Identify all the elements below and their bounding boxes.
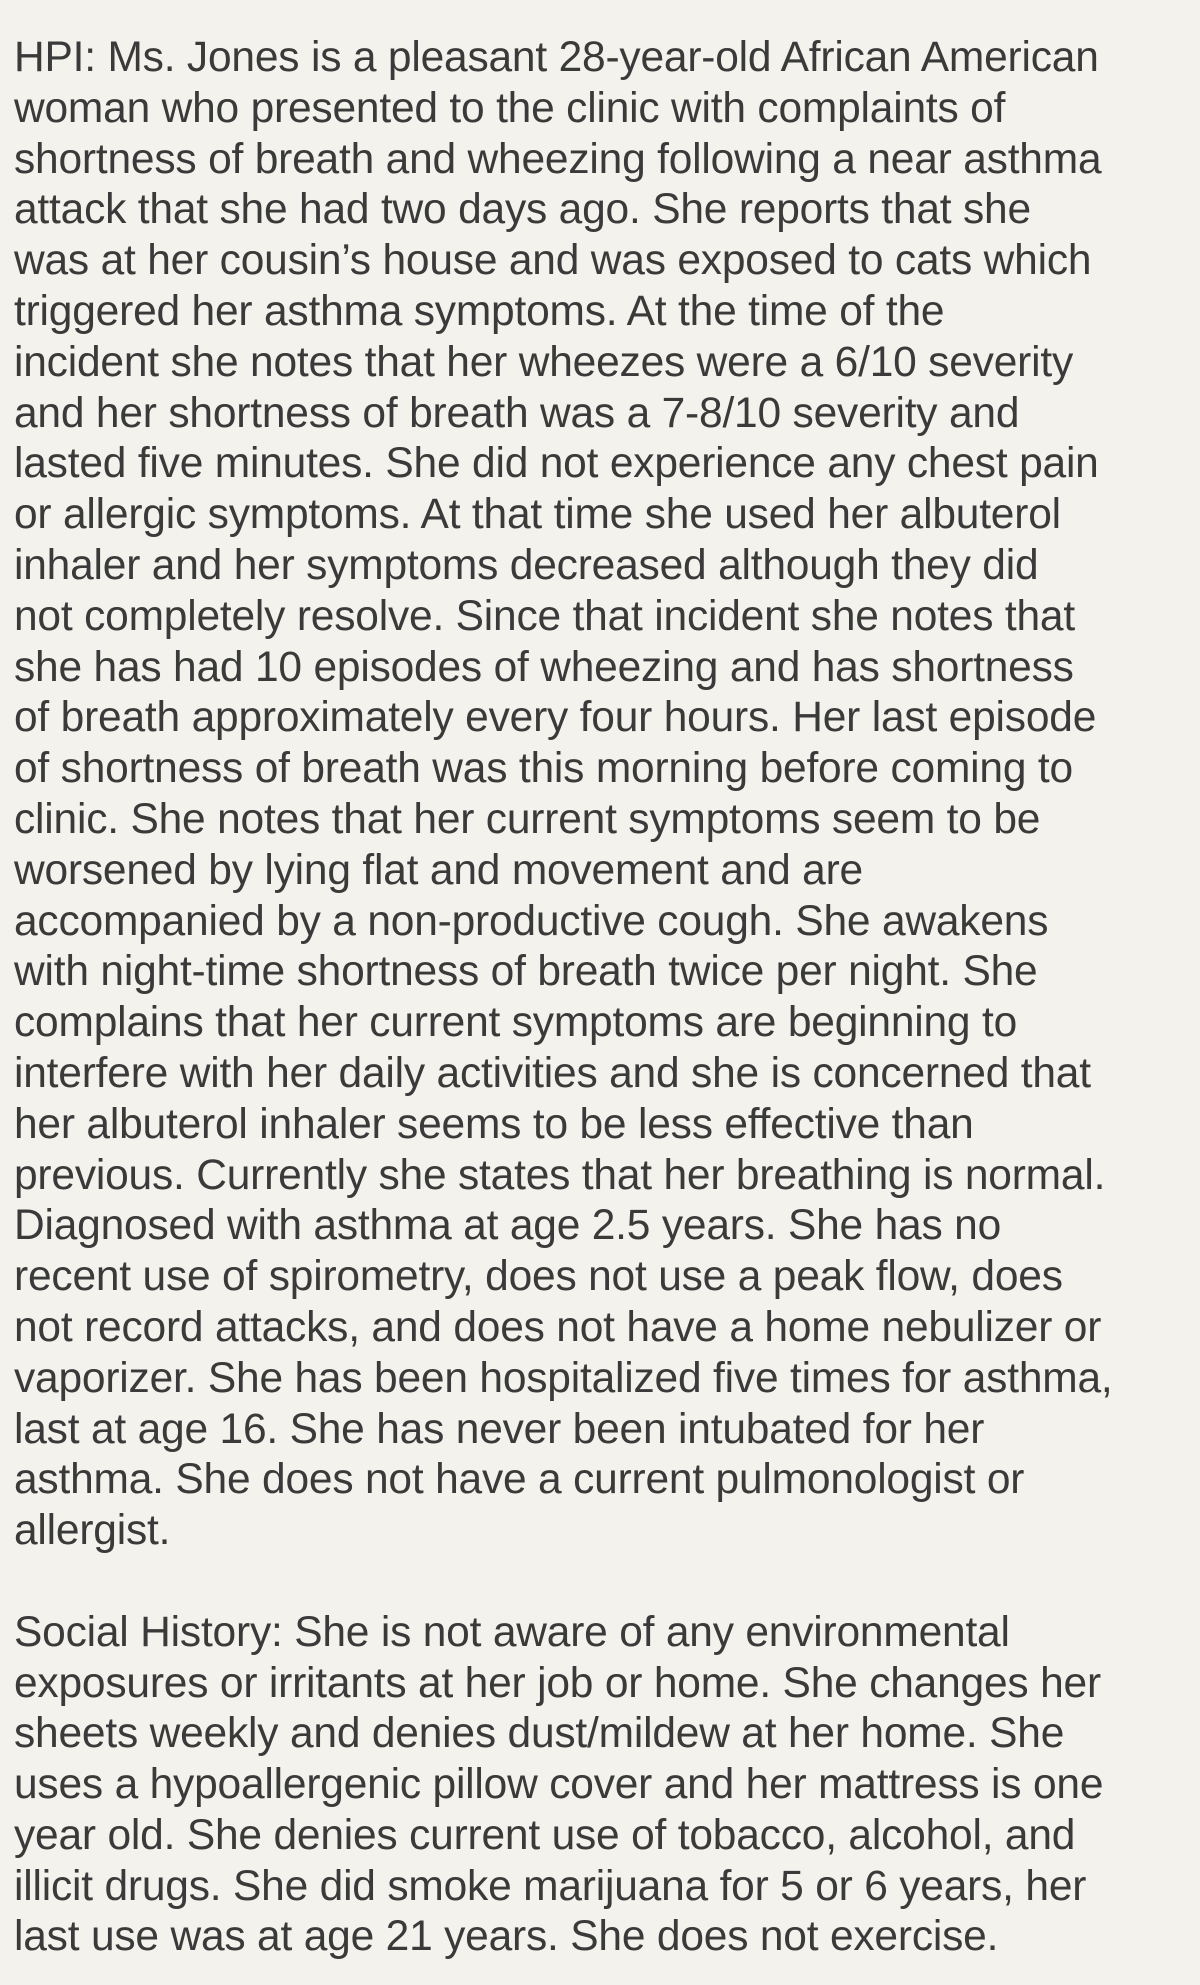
hpi-paragraph (14, 33, 1194, 1557)
hpi-line: HPI: Ms. Jones is a pleasant 28-year-old African American (14, 34, 1099, 81)
hpi-line: and her shortness of breath was a 7-8/10 severity and (14, 389, 1020, 437)
social-history-paragraph (14, 1608, 1194, 1964)
hpi-line: clinic. She notes that her current symptoms seem to be (14, 795, 1041, 843)
hpi-line: shortness of breath and wheezing following a near asthma (14, 135, 1102, 183)
hpi-line: of shortness of breath was this morning before coming to (14, 745, 1073, 793)
hpi-line: not completely resolve. Since that incident she notes that (14, 592, 1075, 640)
social-history-line: last use was at age 21 years. She does not exercise. (14, 1913, 999, 1961)
social-history-line: exposures or irritants at her job or home. She changes her (14, 1659, 1101, 1707)
hpi-line: accompanied by a non-productive cough. She awakens (14, 897, 1049, 945)
hpi-line: worsened by lying flat and movement and are (14, 846, 863, 894)
social-history-line: sheets weekly and denies dust/mildew at her home. She (14, 1710, 1065, 1758)
hpi-line: last at age 16. She has never been intubated for her (14, 1405, 985, 1453)
hpi-line: allergist. (14, 1507, 171, 1555)
hpi-line: complains that her current symptoms are beginning to (14, 999, 1018, 1047)
hpi-line: attack that she had two days ago. She reports that she (14, 186, 1031, 234)
hpi-line: was at her cousin’s house and was exposed to cats which (14, 237, 1092, 285)
hpi-line: or allergic symptoms. At that time she used her albuterol (14, 491, 1061, 539)
clinical-note (14, 33, 1194, 1963)
hpi-line: triggered her asthma symptoms. At the time of the (14, 287, 945, 335)
social-history-line: uses a hypoallergenic pillow cover and her mattress is one (14, 1761, 1104, 1809)
hpi-line: recent use of spirometry, does not use a peak flow, does (14, 1253, 1063, 1301)
hpi-line: incident she notes that her wheezes were a 6/10 severity (14, 338, 1073, 386)
social-history-line: illicit drugs. She did smoke marijuana for 5 or 6 years, her (14, 1862, 1087, 1910)
hpi-line: asthma. She does not have a current pulmonologist or (14, 1456, 1025, 1504)
hpi-line: not record attacks, and does not have a home nebulizer or (14, 1303, 1102, 1351)
hpi-line: lasted five minutes. She did not experience any chest pain (14, 440, 1099, 488)
hpi-line: she has had 10 episodes of wheezing and has shortness (14, 643, 1074, 691)
hpi-line: woman who presented to the clinic with complaints of (14, 84, 1006, 132)
hpi-line: of breath approximately every four hours. Her last episode (14, 694, 1097, 742)
hpi-line: interfere with her daily activities and she is concerned that (14, 1049, 1091, 1097)
hpi-line: inhaler and her symptoms decreased although they did (14, 541, 1039, 589)
hpi-line: her albuterol inhaler seems to be less effective than (14, 1100, 974, 1148)
hpi-line: Diagnosed with asthma at age 2.5 years. She has no (14, 1202, 1002, 1250)
hpi-line: with night-time shortness of breath twice per night. She (14, 948, 1038, 996)
social-history-line: Social History: She is not aware of any environmental (14, 1608, 1010, 1656)
paragraph-spacer (14, 1557, 1194, 1608)
social-history-line: year old. She denies current use of tobacco, alcohol, and (14, 1811, 1076, 1859)
hpi-line: vaporizer. She has been hospitalized five times for asthma, (14, 1354, 1113, 1402)
hpi-line: previous. Currently she states that her breathing is normal. (14, 1151, 1106, 1199)
